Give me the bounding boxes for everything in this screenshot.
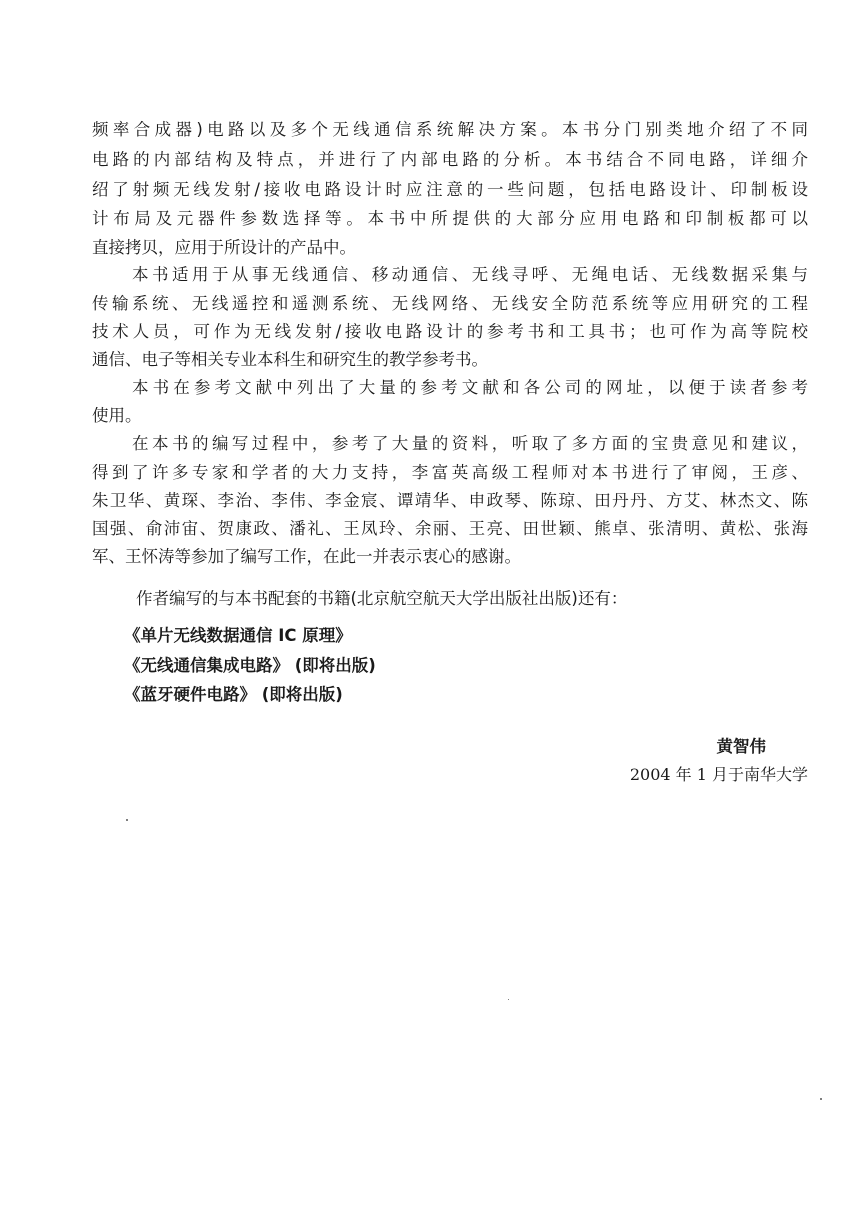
scan-speck — [508, 999, 509, 1000]
paragraph-2-line-4: 通信、电子等相关专业本科生和研究生的教学参考书。 — [92, 350, 488, 369]
paragraph-3-line-2: 使用。 — [92, 406, 142, 425]
paragraph-2-line-2: 传输系统、无线遥控和遥测系统、无线网络、无线安全防范系统等应用研究的工程 — [92, 294, 808, 313]
related-book-2: 《无线通信集成电路》 (即将出版) — [124, 656, 376, 675]
related-book-1: 《单片无线数据通信 IC 原理》 — [124, 626, 352, 645]
paragraph-2-line-1: 本书适用于从事无线通信、移动通信、无线寻呼、无绳电话、无线数据采集与 — [132, 265, 808, 284]
related-books-intro: 作者编写的与本书配套的书籍(北京航空航天大学出版社出版)还有： — [136, 589, 628, 608]
paragraph-4-line-3: 朱卫华、黄琛、李治、李伟、李金宸、谭靖华、申政琴、陈琼、田丹丹、方艾、林杰文、陈 — [92, 491, 808, 510]
paragraph-4-line-5: 军、王怀涛等参加了编写工作，在此一并表示衷心的感谢。 — [92, 547, 521, 566]
paragraph-1-line-4: 计布局及元器件参数选择等。本书中所提供的大部分应用电路和印制板都可以 — [92, 209, 808, 228]
paragraph-4-line-1: 在本书的编写过程中，参考了大量的资料，听取了多方面的宝贵意见和建议， — [132, 434, 808, 453]
scan-speck — [820, 1098, 822, 1100]
paragraph-1-line-1: 频率合成器)电路以及多个无线通信系统解决方案。本书分门别类地介绍了不同 — [92, 120, 808, 139]
paragraph-1-line-2: 电路的内部结构及特点，并进行了内部电路的分析。本书结合不同电路，详细介 — [92, 150, 808, 169]
paragraph-1-line-5: 直接拷贝，应用于所设计的产品中。 — [92, 238, 356, 257]
scan-speck — [126, 819, 128, 821]
related-book-3: 《蓝牙硬件电路》 (即将出版) — [124, 685, 343, 704]
paragraph-1-line-3: 绍了射频无线发射/接收电路设计时应注意的一些问题，包括电路设计、印制板设 — [92, 180, 808, 199]
signature-author: 黄智伟 — [716, 737, 766, 756]
paragraph-4-line-2: 得到了许多专家和学者的大力支持，李富英高级工程师对本书进行了审阅，王彦、 — [92, 463, 808, 482]
paragraph-2-line-3: 技术人员，可作为无线发射/接收电路设计的参考书和工具书；也可作为高等院校 — [92, 322, 808, 341]
signature-date-place: 2004 年 1 月于南华大学 — [629, 765, 808, 784]
paragraph-4-line-4: 国强、俞沛宙、贺康政、潘礼、王凤玲、余丽、王亮、田世颖、熊卓、张清明、黄松、张海 — [92, 519, 808, 538]
paragraph-3-line-1: 本书在参考文献中列出了大量的参考文献和各公司的网址，以便于读者参考 — [132, 378, 808, 397]
